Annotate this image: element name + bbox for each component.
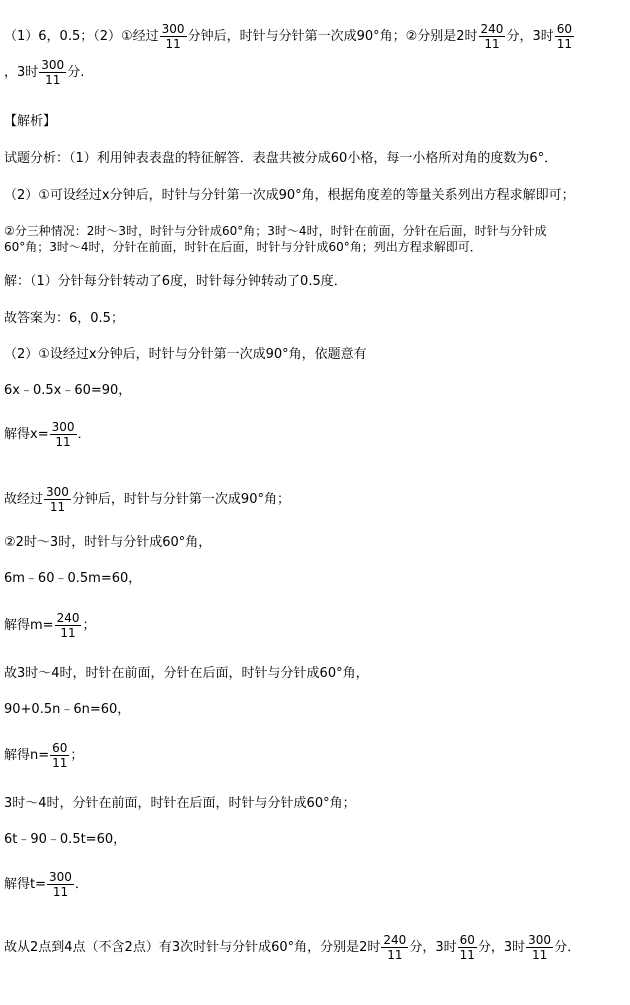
denominator: 11	[556, 37, 572, 51]
final-conclusion-line	[4, 933, 580, 962]
equation-line: 90+0.5n﹣6n=60，	[4, 702, 131, 717]
solution-result-line	[4, 870, 88, 899]
numerator: 300	[46, 485, 69, 499]
solution-text: 分．	[554, 940, 581, 955]
numerator: 60	[52, 741, 68, 755]
numerator: 240	[383, 933, 407, 947]
solution-line: 故3时～4时，时针在前面，分针在后面，时针与分针成60°角，	[4, 666, 369, 681]
denominator: 11	[60, 626, 76, 640]
solution-text: 解得x=	[4, 427, 49, 442]
fraction	[160, 22, 187, 51]
answer-text: 分.	[67, 65, 85, 80]
numerator: 300	[49, 870, 72, 884]
numerator: 300	[51, 420, 75, 434]
equation-line: 6m﹣60﹣0.5m=60，	[4, 571, 142, 586]
answer-text: ，3时	[4, 65, 39, 80]
denominator: 11	[165, 37, 181, 51]
solution-line: （2）①设经过x分钟后，时针与分针第一次成90°角，依题意有	[4, 347, 367, 362]
numerator: 240	[56, 611, 80, 625]
analysis-para-2: （2）①可设经过x分钟后，时针与分针第一次成90°角，根据角度差的等量关系列出方程求解即可；	[4, 188, 575, 203]
denominator: 11	[49, 500, 66, 514]
fraction	[526, 933, 553, 962]
denominator: 11	[484, 37, 500, 51]
solution-text: 解得m=	[4, 618, 54, 633]
solution-text: 解得n=	[4, 748, 50, 763]
analysis-heading: 【解析】	[4, 114, 57, 129]
analysis-para-1: 试题分析：（1）利用钟表表盘的特征解答．表盘共被分成60小格，每一小格所对角的度数为6°．	[4, 151, 558, 166]
numerator: 300	[528, 933, 552, 947]
equation-line: 6x﹣0.5x﹣60=90，	[4, 383, 132, 398]
solution-result-line	[4, 611, 95, 640]
solution-text: 解得t=	[4, 877, 46, 892]
denominator: 11	[52, 885, 69, 899]
numerator: 60	[459, 933, 475, 947]
denominator: 11	[45, 73, 61, 87]
solution-line: 解：（1）分针每分针转动了6度，时针每分钟转动了0.5度．	[4, 274, 347, 289]
solution-text: 故从2点到4点（不含2点）有3次时针与分针成60°角，分别是2时	[4, 940, 381, 955]
answer-text: （1）6，0.5；（2）①经过	[4, 29, 159, 44]
solution-text: 分钟后，时针与分针第一次成90°角；	[71, 492, 290, 507]
numerator: 60	[556, 22, 572, 36]
solution-text: ．	[74, 877, 88, 892]
numerator: 300	[161, 22, 185, 36]
analysis-para-3b: 60°角；3时～4时，分针在前面，时针在后面，时针与分针成60°角；列出方程求解即可．	[4, 240, 482, 254]
fraction	[381, 933, 408, 962]
solution-text: 故经过	[4, 492, 44, 507]
answer-text: 分，3时	[506, 29, 554, 44]
solution-conclusion-line	[4, 485, 290, 514]
numerator: 240	[480, 22, 504, 36]
fraction	[44, 485, 71, 514]
solution-line: ②2时～3时，时针与分针成60°角，	[4, 535, 212, 550]
answer-line-2	[4, 58, 84, 87]
answer-text: 分钟后，时针与分针第一次成90°角；②分别是2时	[187, 29, 478, 44]
denominator: 11	[52, 756, 68, 770]
fraction	[555, 22, 574, 51]
analysis-para-3a: ②分三种情况：2时～3时，时针与分针成60°角；3时～4时，时针在前面，分针在后面，时针与分针成	[4, 224, 547, 238]
solution-text: ．	[77, 427, 91, 442]
fraction	[458, 933, 477, 962]
solution-result-line	[4, 420, 91, 449]
fraction	[479, 22, 506, 51]
solution-text: 分，3时	[477, 940, 526, 955]
fraction	[55, 611, 82, 640]
denominator: 11	[459, 948, 475, 962]
denominator: 11	[55, 435, 71, 449]
solution-line: 3时～4时，分针在前面，时针在后面，时针与分针成60°角；	[4, 796, 356, 811]
fraction	[47, 870, 74, 899]
solution-text: 分，3时	[409, 940, 457, 955]
solution-text: ；	[82, 618, 96, 633]
denominator: 11	[387, 948, 403, 962]
solution-line: 故答案为：6，0.5；	[4, 311, 124, 326]
fraction	[50, 741, 69, 770]
solution-result-line	[4, 741, 83, 770]
answer-line-1	[4, 22, 575, 51]
numerator: 300	[41, 58, 65, 72]
solution-text: ；	[70, 748, 84, 763]
fraction	[39, 58, 66, 87]
fraction	[50, 420, 77, 449]
denominator: 11	[531, 948, 548, 962]
equation-line: 6t﹣90﹣0.5t=60，	[4, 832, 127, 847]
